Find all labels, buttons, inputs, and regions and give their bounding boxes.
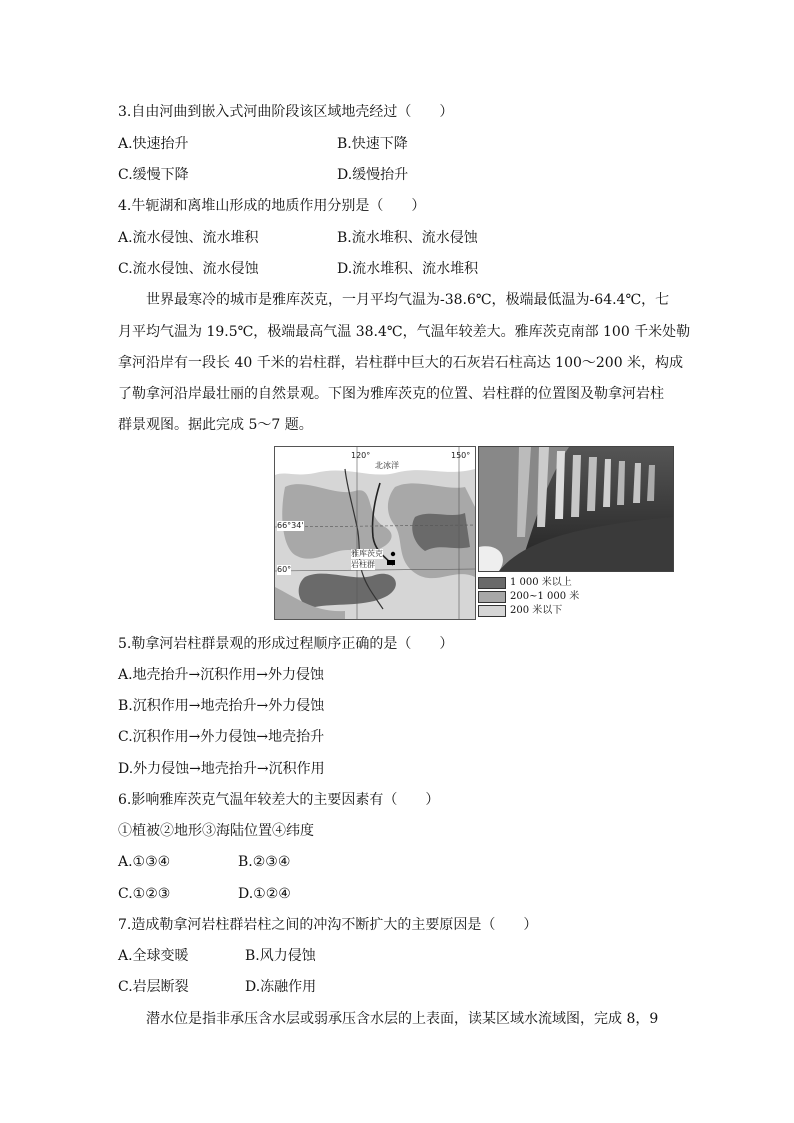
map-lat-66: 66°34' <box>277 521 304 530</box>
map-lon-150: 150° <box>451 451 471 460</box>
q4-option-c: C.流水侵蚀、流水侵蚀 <box>118 261 259 277</box>
q5-option-c: C.沉积作用→外力侵蚀→地壳抬升 <box>118 729 325 745</box>
legend-swatch-mid <box>478 591 506 603</box>
location-map <box>274 446 476 620</box>
q3-option-d: D.缓慢抬升 <box>337 167 409 183</box>
map-graphic <box>275 447 475 619</box>
q3-option-c: C.缓慢下降 <box>118 167 189 183</box>
figure <box>274 446 674 620</box>
q7-option-c: C.岩层断裂 <box>118 979 189 995</box>
legend-item <box>478 590 674 604</box>
q6-stem: 6.影响雅库茨克气温年较差大的主要因素有（ ） <box>118 792 440 808</box>
elevation-legend <box>478 574 674 620</box>
q3-option-a: A.快速抬升 <box>118 136 189 152</box>
q4-option-a: A.流水侵蚀、流水堆积 <box>118 230 259 246</box>
q6-option-a: A.①③④ <box>118 854 171 870</box>
q5-option-b: B.沉积作用→地壳抬升→外力侵蚀 <box>118 698 325 714</box>
passage1-line-4: 了勒拿河沿岸最壮丽的自然景观。下图为雅库茨克的位置、岩柱群的位置图及勒拿河岩柱 <box>118 386 664 402</box>
q5-stem: 5.勒拿河岩柱群景观的形成过程顺序正确的是（ ） <box>118 636 454 652</box>
map-arctic-ocean: 北冰洋 <box>375 461 399 470</box>
map-pillars-label: 岩柱群 <box>351 560 375 569</box>
legend-label: 200~1 000 米 <box>510 591 580 602</box>
q7-stem: 7.造成勒拿河岩柱群岩柱之间的冲沟不断扩大的主要原因是（ ） <box>118 917 538 933</box>
q6-option-b: B.②③④ <box>238 854 291 870</box>
q3-stem: 3.自由河曲到嵌入式河曲阶段该区域地壳经过（ ） <box>118 104 454 120</box>
passage2-line: 潜水位是指非承压含水层或弱承压含水层的上表面，读某区域水流域图，完成 8，9 <box>146 1011 659 1027</box>
q4-stem: 4.牛轭湖和离堆山形成的地质作用分别是（ ） <box>118 198 426 214</box>
legend-label: 200 米以下 <box>510 605 563 616</box>
q5-option-a: A.地壳抬升→沉积作用→外力侵蚀 <box>118 667 325 683</box>
q7-option-b: B.风力侵蚀 <box>245 948 316 964</box>
q6-option-c: C.①②③ <box>118 886 171 902</box>
passage1-line-2: 月平均气温为 19.5℃，极端最高气温 38.4℃，气温年较差大。雅库茨克南部 100 千米处勒 <box>118 324 691 340</box>
landscape-photo <box>478 446 674 572</box>
legend-label: 1 000 米以上 <box>510 577 572 588</box>
q3-option-b: B.快速下降 <box>337 136 408 152</box>
map-city-label: 雅库茨克 <box>351 549 383 558</box>
map-lat-60: 60° <box>277 565 292 574</box>
legend-swatch-low <box>478 605 506 617</box>
q6-option-d: D.①②④ <box>238 886 291 902</box>
q6-items: ①植被②地形③海陆位置④纬度 <box>118 823 314 839</box>
passage1-line-3: 拿河沿岸有一段长 40 千米的岩柱群，岩柱群中巨大的石灰岩石柱高达 100～200 米，构成 <box>118 355 684 371</box>
legend-swatch-high <box>478 577 506 589</box>
passage1-line-1: 世界最寒冷的城市是雅库茨克，一月平均气温为-38.6℃，极端最低温为-64.4℃，七 <box>146 292 670 308</box>
q4-option-b: B.流水堆积、流水侵蚀 <box>337 230 478 246</box>
legend-item <box>478 604 674 618</box>
q7-option-a: A.全球变暖 <box>118 948 189 964</box>
legend-item <box>478 576 674 590</box>
pillar-photo-graphic <box>479 447 673 571</box>
q5-option-d: D.外力侵蚀→地壳抬升→沉积作用 <box>118 761 325 777</box>
map-lon-120: 120° <box>351 451 371 460</box>
passage1-line-5: 群景观图。据此完成 5～7 题。 <box>118 417 313 433</box>
q4-option-d: D.流水堆积、流水堆积 <box>337 261 479 277</box>
q7-option-d: D.冻融作用 <box>245 979 317 995</box>
